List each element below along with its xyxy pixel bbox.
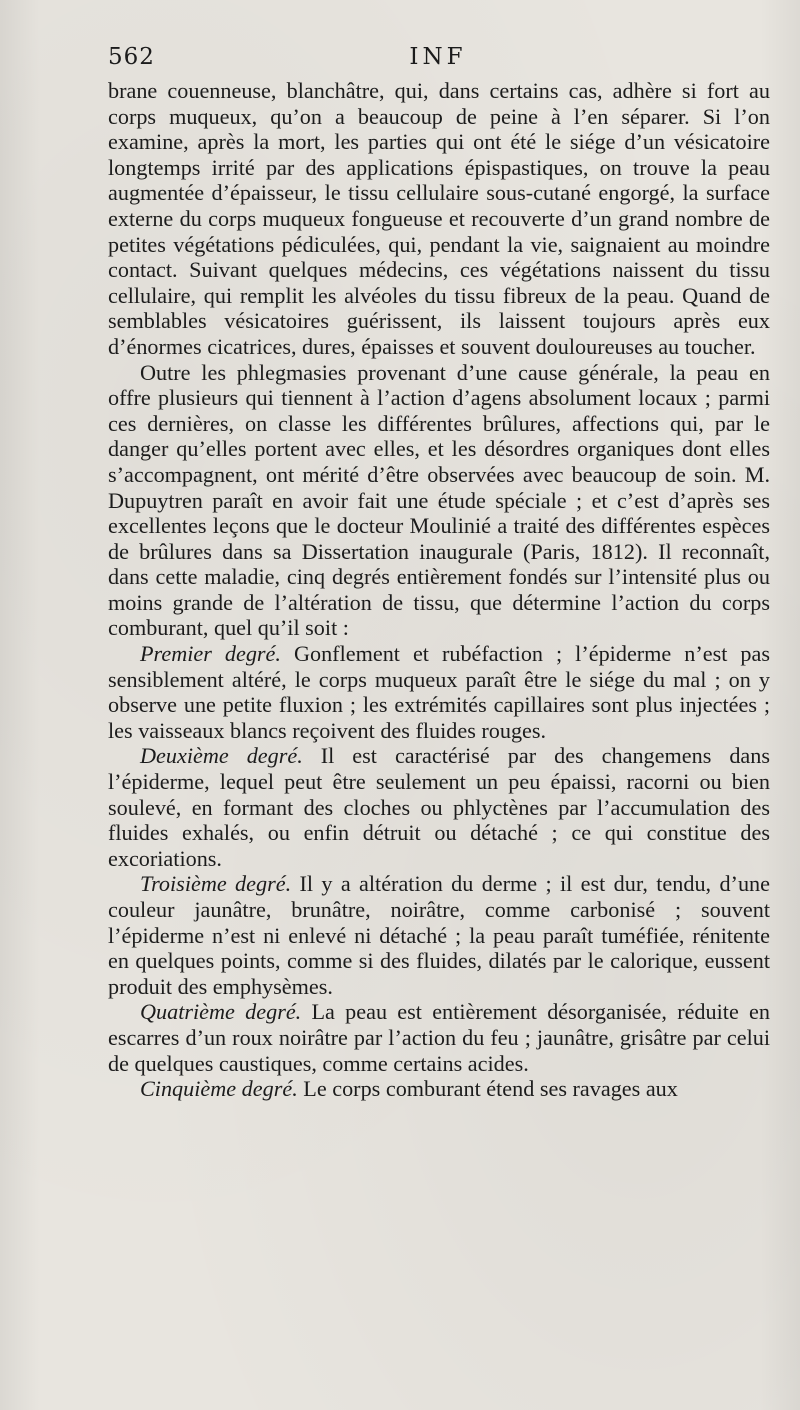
degree-heading: Premier degré. — [140, 641, 281, 667]
degree-heading: Troisième degré. — [140, 871, 292, 897]
running-head: INF — [409, 44, 467, 70]
paragraph-brulures — [108, 360, 770, 642]
page-header — [108, 44, 768, 78]
paragraph-text: La peau est entièrement désorganisée, réduite en escarres d’un roux noirâtre par l’action du feu ; jaunâtre, grisâtre par celui de quelques caustiques, comme certains acides. — [108, 999, 770, 1076]
paragraph-text: Outre les phlegmasies provenant d’une cause générale, la peau en offre plusieurs qui tiennent à l’action d’agens absolument locaux ; parmi ces dernières, on classe les différentes brûlures, affections qui, par le danger qu’elles portent avec elles, et les désordres organiques dont elles s’accompagnent, ont mérité d’être observées avec beaucoup de soin. M. Dupuytren paraît en avoir fait une étude spéciale ; et c’est d’après ses excellentes leçons que le docteur Moulinié a traité des différentes espèces de brûlures dans sa Dissertation inaugurale (Paris, 1812). Il reconnaît, dans cette maladie, cinq degrés entièrement fondés sur l’intensité plus ou moins grande de l’altération de tissu, que détermine l’action du corps comburant, quel qu’il soit : — [108, 359, 770, 641]
paragraph-troisieme-degre — [108, 871, 770, 999]
paragraph-text: Le corps comburant étend ses ravages aux — [297, 1076, 678, 1102]
degree-heading: Cinquième degré. — [140, 1076, 298, 1102]
paragraph-cinquieme-degre — [108, 1076, 770, 1102]
paragraph-quatrieme-degre — [108, 999, 770, 1076]
page-number: 562 — [108, 44, 155, 70]
paragraph-premier-degre — [108, 641, 770, 743]
body-text — [108, 78, 770, 1102]
paragraph-text: Il est caractérisé par des changemens dans l’épiderme, lequel peut être seulement un peu épaissi, racorni ou bien soulevé, en formant des cloches ou phlyctènes par l’accumulation des fluides exhalés, ou enfin détruit ou détaché ; ce qui constitue des excoriations. — [108, 743, 771, 871]
degree-heading: Quatrième degré. — [140, 999, 302, 1025]
paragraph-text: Gonflement et rubéfaction ; l’épiderme n’est pas sensiblement altéré, le corps muqueux paraît être le siége du mal ; on y observe une petite fluxion ; les extrémités capillaires sont plus injectées ; les vaisseaux blancs reçoivent des fluides rouges. — [108, 641, 771, 743]
paragraph-deuxieme-degre — [108, 743, 770, 871]
paragraph-text: brane couenneuse, blanchâtre, qui, dans certains cas, adhère si fort au corps muqueux, qu’on a beaucoup de peine à l’en séparer. Si l’on examine, après la mort, les parties qui ont été le siége d’un vésicatoire longtemps irrité par des applications épispastiques, on trouve la peau augmentée d’épaisseur, le tissu cellulaire sous-cutané engorgé, la surface externe du corps muqueux fongueuse et recouverte d’un grand nombre de petites végétations pédiculées, qui, pendant la vie, saignaient au moindre contact. Suivant quelques médecins, ces végétations naissent du tissu cellulaire, qui remplit les alvéoles du tissu fibreux de la peau. Quand de semblables vésicatoires guérissent, ils laissent toujours après eux d’énormes cicatrices, dures, épaisses et souvent douloureuses au toucher. — [108, 78, 770, 359]
paragraph-vesicatoire — [108, 78, 770, 360]
paragraph-text: Il y a altération du derme ; il est dur, tendu, d’une couleur jaunâtre, brunâtre, noirâtre, comme carbonisé ; souvent l’épiderme n’est ni enlevé ni détaché ; la peau paraît tuméfiée, rénitente en quelques points, comme si des fluides, dilatés par le calorique, eussent produit des emphysèmes. — [108, 871, 770, 999]
degree-heading: Deuxième degré. — [140, 743, 303, 769]
